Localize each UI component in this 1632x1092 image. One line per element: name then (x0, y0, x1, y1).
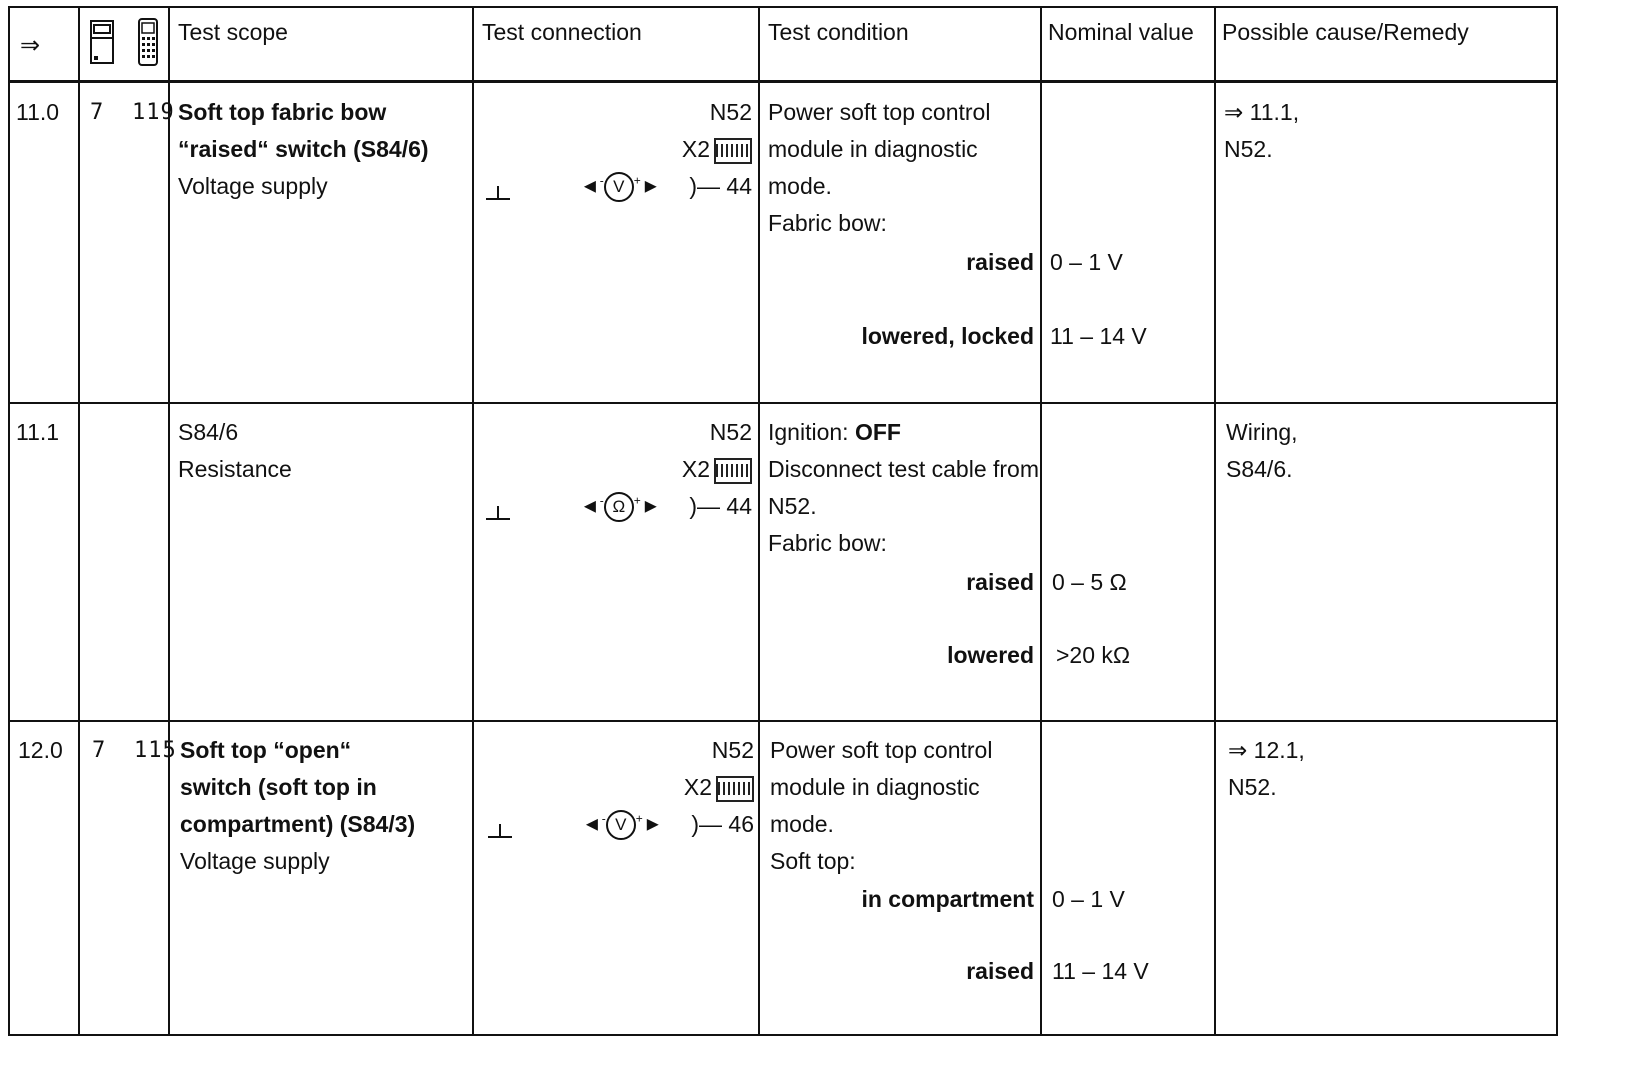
header-divider (10, 80, 1556, 83)
connector-icon (714, 458, 752, 484)
code-a: 7 (90, 100, 105, 125)
tester-device-icon (90, 20, 114, 69)
header-possible-cause: Possible cause/Remedy (1222, 19, 1469, 45)
row-divider (10, 720, 1556, 722)
voltmeter-icon: ◄- V +► (580, 172, 661, 202)
voltmeter-icon: ◄- V +► (582, 810, 663, 840)
conn-connector (610, 131, 752, 168)
condition-line: mode. (768, 173, 832, 199)
conn-module: N52 (709, 99, 752, 125)
scope-title: S84/6 (178, 419, 239, 445)
scope-title: compartment) (S84/3) (180, 811, 416, 837)
col-divider (758, 8, 760, 1034)
condition-line: Power soft top control (768, 99, 991, 125)
remedy-line: Wiring, (1226, 419, 1298, 445)
connector-label: X2 (681, 136, 710, 162)
ground-icon (486, 506, 510, 520)
scope-subtitle: Voltage supply (180, 848, 330, 874)
code-a: 7 (92, 738, 107, 763)
code-b: 119 (132, 100, 175, 125)
remedy-line: ⇒ 12.1, (1228, 737, 1305, 763)
header-arrow-icon: ⇒ (20, 32, 41, 59)
nominal-value: 0 – 1 V (1050, 249, 1123, 275)
nominal-value: 0 – 1 V (1052, 886, 1125, 912)
col-divider (168, 8, 170, 1034)
conn-connector (610, 451, 752, 488)
condition-state: raised (966, 249, 1034, 275)
header-test-condition: Test condition (768, 19, 909, 45)
nominal-value: 11 – 14 V (1050, 323, 1147, 349)
condition-state: raised (966, 958, 1034, 984)
row-divider (10, 402, 1556, 404)
connector-label: X2 (681, 456, 710, 482)
handheld-tester-icon (136, 18, 160, 71)
remedy-line: ⇒ 11.1, (1224, 99, 1300, 125)
condition-line: N52. (768, 493, 817, 519)
pin-icon: )— (691, 811, 723, 837)
condition-line: Disconnect test cable from (768, 456, 1040, 482)
step-number: 11.0 (16, 99, 60, 125)
conn-pin: )— 44 (689, 173, 752, 199)
connector-label: X2 (683, 774, 712, 800)
connector-icon (716, 776, 754, 802)
condition-line: Ignition: OFF (768, 419, 901, 445)
conn-connector (610, 769, 754, 806)
col-divider (1040, 8, 1042, 1034)
nominal-value: 11 – 14 V (1052, 958, 1149, 984)
pin-icon: )— (689, 173, 721, 199)
diagnostic-table (8, 6, 1558, 1036)
conn-module: N52 (711, 737, 754, 763)
scope-title: “raised“ switch (S84/6) (178, 136, 429, 162)
header-nominal-value: Nominal value (1048, 19, 1194, 45)
scope-title: Soft top fabric bow (178, 99, 387, 125)
condition-state: lowered (947, 642, 1034, 668)
condition-line: module in diagnostic (770, 774, 980, 800)
header-test-connection: Test connection (482, 19, 642, 45)
col-divider (472, 8, 474, 1034)
condition-line: Fabric bow: (768, 530, 887, 556)
condition-line: Fabric bow: (768, 210, 887, 236)
nominal-value: 0 – 5 Ω (1052, 569, 1127, 595)
scope-subtitle: Voltage supply (178, 173, 328, 199)
remedy-line: S84/6. (1226, 456, 1293, 482)
header-test-scope: Test scope (178, 19, 288, 45)
code-b: 115 (134, 738, 177, 763)
condition-state: lowered, locked (861, 323, 1034, 349)
nominal-value: >20 kΩ (1056, 642, 1131, 668)
condition-line: mode. (770, 811, 834, 837)
conn-module: N52 (709, 419, 752, 445)
ground-icon (486, 186, 510, 200)
step-number: 11.1 (16, 419, 60, 445)
step-number: 12.0 (18, 737, 63, 763)
scope-title: switch (soft top in (180, 774, 377, 800)
pin-icon: )— (689, 493, 721, 519)
condition-state: in compartment (861, 886, 1034, 912)
remedy-line: N52. (1224, 136, 1273, 162)
conn-pin: )— 44 (689, 493, 752, 519)
ground-icon (488, 824, 512, 838)
condition-line: Soft top: (770, 848, 856, 874)
condition-line: Power soft top control (770, 737, 993, 763)
ohmmeter-icon: ◄- Ω +► (580, 492, 661, 522)
conn-pin: )— 46 (691, 811, 754, 837)
col-divider (1214, 8, 1216, 1034)
scope-subtitle: Resistance (178, 456, 292, 482)
condition-line: module in diagnostic (768, 136, 978, 162)
scope-title: Soft top “open“ (180, 737, 352, 763)
connector-icon (714, 138, 752, 164)
remedy-line: N52. (1228, 774, 1277, 800)
condition-state: raised (966, 569, 1034, 595)
col-divider (78, 8, 80, 1034)
